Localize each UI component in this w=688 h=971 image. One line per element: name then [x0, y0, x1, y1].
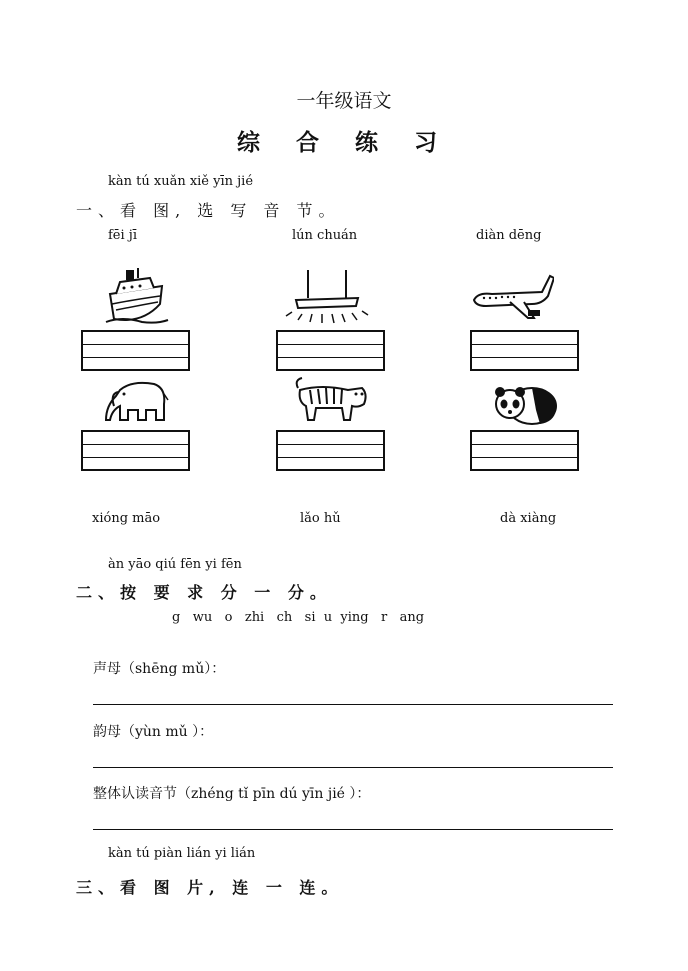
page-title: 综 合 练 习: [236, 129, 452, 156]
answer-box-feiji[interactable]: [81, 330, 190, 371]
yunmu-label: 韵母（yùn mǔ ）：: [93, 724, 214, 740]
section2-heading: 二、按 要 求 分 一 分。: [76, 583, 332, 602]
tiger-icon: [292, 376, 368, 424]
section2-pinyin: àn yāo qiú fēn yi fēn: [108, 557, 242, 572]
section1-pinyin: kàn tú xuǎn xiě yīn jié: [108, 174, 254, 189]
answer-box-daxiang[interactable]: [470, 430, 579, 471]
letter-list: g wu o zhi ch si u ying r ang: [172, 610, 425, 625]
answer-box-lunchuan[interactable]: [276, 330, 385, 371]
grade-subject: 一年级语文: [296, 90, 392, 112]
lamp-icon: [284, 268, 370, 324]
shengmu-answer-line[interactable]: [93, 704, 613, 705]
elephant-icon: [102, 376, 170, 424]
panda-icon: [492, 380, 560, 426]
yunmu-answer-line[interactable]: [93, 767, 613, 768]
ship-icon: [102, 264, 172, 326]
zhengti-answer-line[interactable]: [93, 829, 613, 830]
word-daxiang: dà xiàng: [500, 511, 557, 526]
word-xiongmao: xióng māo: [92, 511, 161, 526]
answer-box-xiongmao[interactable]: [81, 430, 190, 471]
answer-box-diandeng[interactable]: [470, 330, 579, 371]
section3-pinyin: kàn tú piàn lián yi lián: [108, 846, 256, 861]
word-lunchuan: lún chuán: [292, 228, 358, 243]
zhengti-label: 整体认读音节（zhéng tǐ pīn dú yīn jié ）：: [93, 786, 371, 802]
word-feiji: fēi jī: [108, 228, 137, 243]
airplane-icon: [472, 272, 554, 324]
word-laohu: lǎo hǔ: [300, 511, 341, 526]
section3-heading: 三、看 图 片, 连 一 连。: [76, 878, 344, 897]
answer-box-laohu[interactable]: [276, 430, 385, 471]
word-diandeng: diàn dēng: [476, 228, 542, 243]
section1-heading: 一、看 图, 选 写 音 节。: [76, 201, 341, 220]
shengmu-label: 声母（shēng mǔ）：: [93, 661, 226, 677]
